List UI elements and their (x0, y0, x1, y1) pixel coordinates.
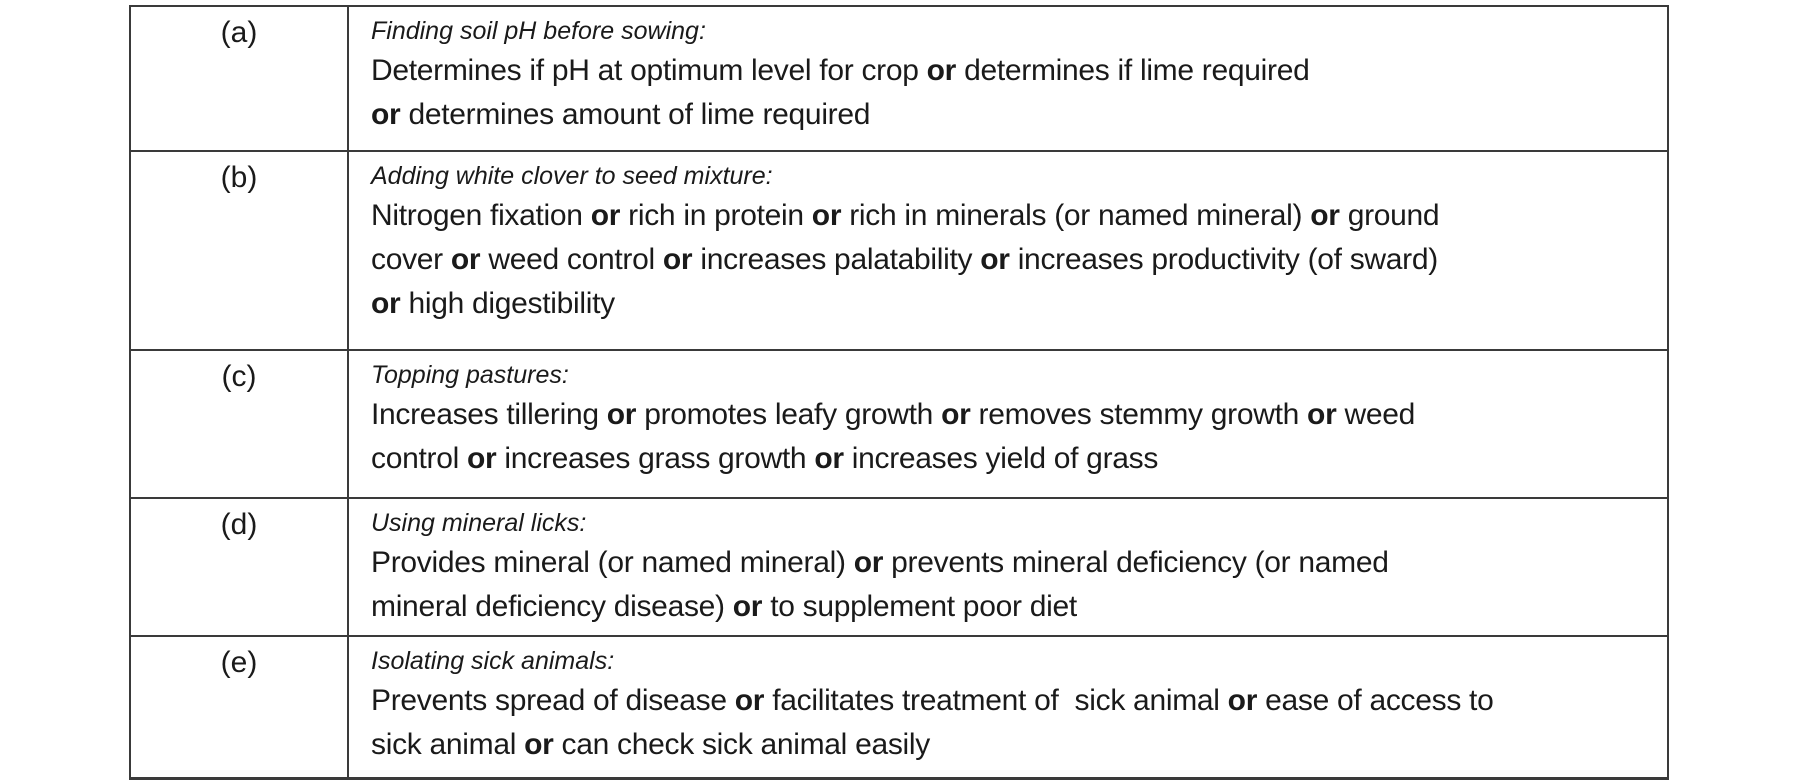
answer-text-run: Determines if pH at optimum level for crop (371, 54, 927, 87)
bold-or-keyword: or (811, 199, 842, 232)
answer-text-run: promotes leafy growth (636, 398, 942, 431)
answer-text-run: weed control (480, 243, 663, 276)
bold-or-keyword: or (590, 199, 621, 232)
answer-heading: Isolating sick animals: (371, 647, 615, 675)
answer-label-cell: (a) (130, 6, 348, 151)
answer-text-cell (348, 498, 1668, 636)
answer-text-run: removes stemmy growth (970, 398, 1308, 431)
answer-line (371, 723, 1659, 767)
table-row (130, 498, 1668, 636)
answer-line (371, 437, 1659, 481)
answer-text-run: to supplement poor diet (762, 590, 1077, 623)
answer-label-cell: (d) (130, 498, 348, 636)
answer-text-cell (348, 350, 1668, 498)
answer-text-run: prevents mineral deficiency (or named (883, 546, 1389, 579)
bold-or-keyword: or (926, 54, 957, 87)
answer-heading: Finding soil pH before sowing: (371, 17, 706, 45)
answer-label-cell: (c) (130, 350, 348, 498)
answer-line (371, 679, 1659, 723)
bold-or-keyword: or (371, 287, 401, 320)
bold-or-keyword: or (853, 546, 884, 579)
bold-or-keyword: or (732, 590, 763, 623)
answer-line (371, 49, 1659, 93)
table-row (130, 636, 1668, 778)
table-row (130, 151, 1668, 350)
bold-or-keyword: or (1307, 398, 1337, 431)
answer-heading: Using mineral licks: (371, 509, 587, 537)
answer-text-run: Provides mineral (or named mineral) (371, 546, 854, 579)
answer-line (371, 238, 1659, 282)
bold-or-keyword: or (734, 684, 765, 717)
answer-line (371, 282, 1659, 326)
answer-text-run: Nitrogen fixation (371, 199, 591, 232)
answer-text-run: Increases tillering (371, 398, 607, 431)
bold-or-keyword: or (606, 398, 637, 431)
bold-or-keyword: or (814, 442, 844, 475)
answers-table-body (130, 6, 1668, 778)
answer-text-run: mineral deficiency disease) (371, 590, 733, 623)
answer-text-run: control (371, 442, 467, 475)
answer-line (371, 585, 1659, 629)
answer-line (371, 194, 1659, 238)
bold-or-keyword: or (662, 243, 693, 276)
bold-or-keyword: or (980, 243, 1010, 276)
answer-text-cell (348, 636, 1668, 778)
answer-text-run: increases grass growth (496, 442, 815, 475)
answer-text-run: Prevents spread of disease (371, 684, 735, 717)
table-row (130, 6, 1668, 151)
answer-text-run: increases yield of grass (843, 442, 1159, 475)
bold-or-keyword: or (1227, 684, 1258, 717)
answer-label-cell: (e) (130, 636, 348, 778)
answer-text-run: ease of access to (1257, 684, 1494, 717)
answer-text-run: increases productivity (of sward) (1009, 243, 1438, 276)
answer-text-run: rich in minerals (or named mineral) (841, 199, 1311, 232)
answer-text-run: facilitates treatment of sick animal (764, 684, 1228, 717)
table-row (130, 350, 1668, 498)
answer-text-run: can check sick animal easily (553, 728, 930, 761)
bold-or-keyword: or (450, 243, 481, 276)
bold-or-keyword: or (1310, 199, 1340, 232)
bold-or-keyword: or (371, 98, 401, 131)
answer-line (371, 541, 1659, 585)
bold-or-keyword: or (524, 728, 554, 761)
bold-or-keyword: or (941, 398, 971, 431)
answer-text-run: sick animal (371, 728, 525, 761)
answer-text-run: ground (1339, 199, 1440, 232)
answer-label-cell: (b) (130, 151, 348, 350)
answer-text-run: determines if lime required (956, 54, 1310, 87)
answer-text-run: determines amount of lime required (400, 98, 871, 131)
answer-text-run: weed (1336, 398, 1416, 431)
answer-text-run: rich in protein (620, 199, 812, 232)
answer-line (371, 93, 1659, 137)
bold-or-keyword: or (466, 442, 497, 475)
answer-heading: Topping pastures: (371, 361, 569, 389)
answer-text-cell (348, 6, 1668, 151)
answer-line (371, 393, 1659, 437)
answer-text-cell (348, 151, 1668, 350)
answer-text-run: high digestibility (400, 287, 615, 320)
answer-heading: Adding white clover to seed mixture: (371, 162, 773, 190)
answers-table (129, 5, 1669, 780)
answer-text-run: increases palatability (692, 243, 981, 276)
answer-text-run: cover (371, 243, 451, 276)
